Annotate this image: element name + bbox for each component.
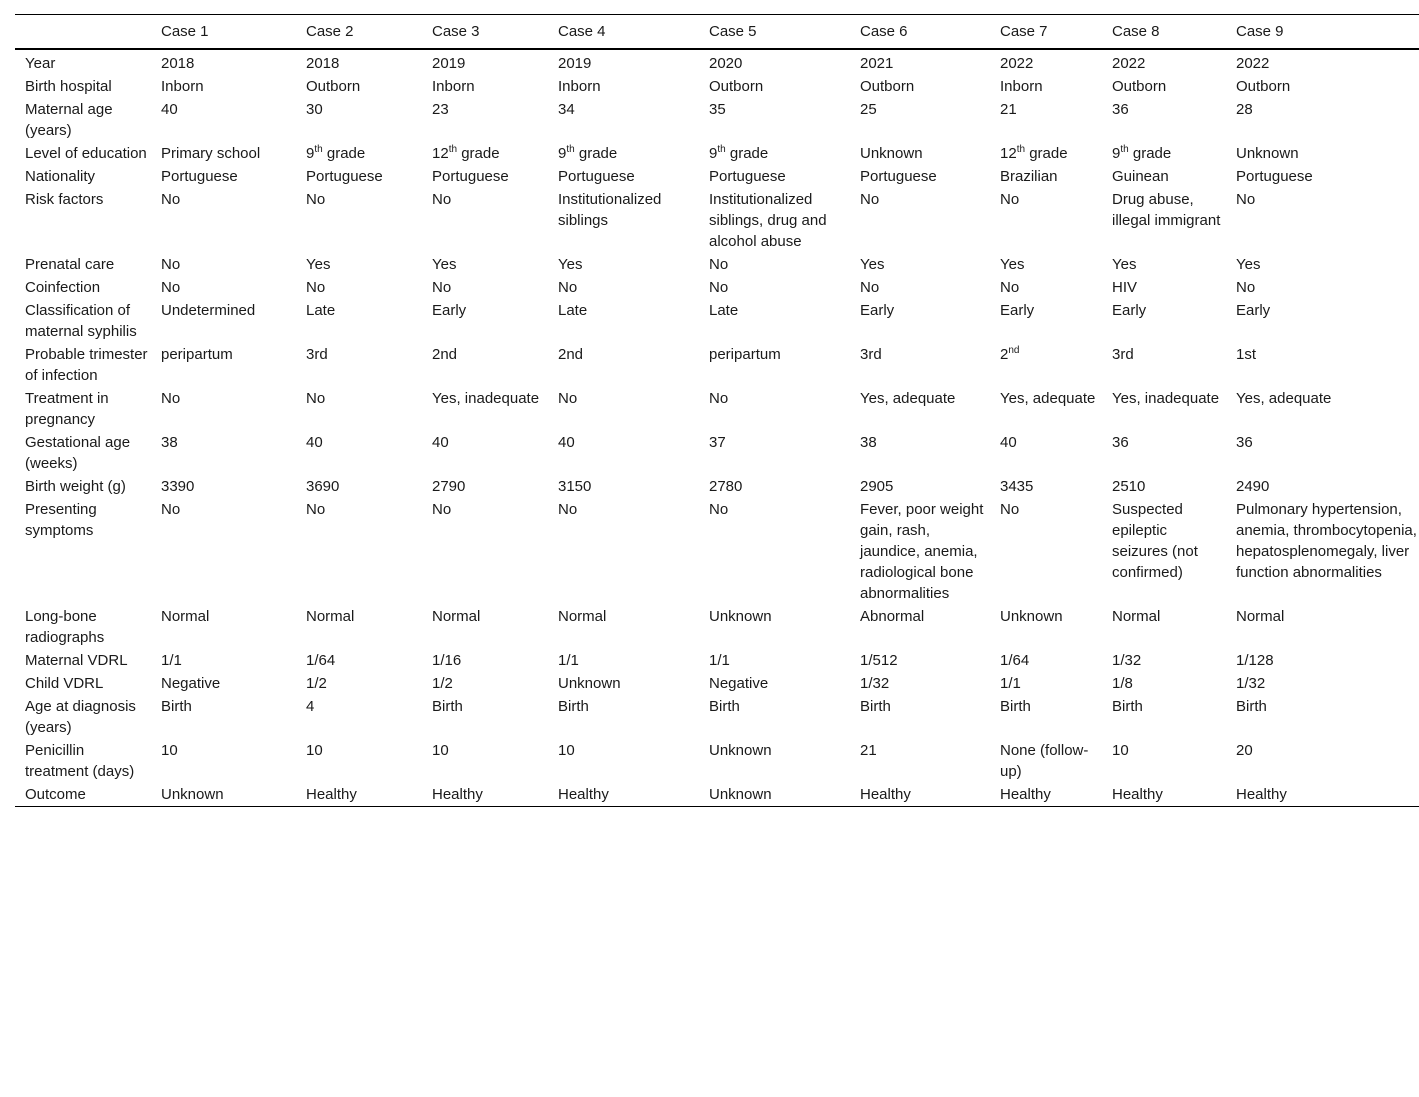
table-row <box>15 695 1419 739</box>
table-cell: Yes <box>306 256 331 273</box>
table-cell: Birth <box>432 698 463 715</box>
table-cell: peripartum <box>709 346 781 363</box>
table-cell: 1/16 <box>432 652 462 669</box>
row-label: Classification of maternal syphilis <box>25 302 137 340</box>
table-cell: Unknown <box>161 786 224 803</box>
table-cell: No <box>161 256 181 273</box>
table-row <box>15 649 1419 672</box>
table-cell: Suspected epileptic seizures (not confirmed) <box>1112 501 1198 581</box>
table-cell: Yes, inadequate <box>1112 390 1220 407</box>
table-cell: Outborn <box>860 78 915 95</box>
table-cell: Late <box>306 302 336 319</box>
table-header <box>15 15 1419 50</box>
table-row <box>15 605 1419 649</box>
table-cell: Undetermined <box>161 302 256 319</box>
table-cell: No <box>860 191 880 208</box>
table-cell: No <box>161 279 181 296</box>
table-cell: Healthy <box>1000 786 1051 803</box>
row-label: Presenting symptoms <box>25 501 97 539</box>
table-cell: Inborn <box>1000 78 1043 95</box>
row-label: Age at diagnosis (years) <box>25 698 136 736</box>
table-cell: 1/64 <box>306 652 336 669</box>
table-cell: No <box>432 279 452 296</box>
table-cell: Healthy <box>306 786 357 803</box>
table-cell: 1/1 <box>709 652 730 669</box>
table-cell: Healthy <box>1112 786 1163 803</box>
table-row <box>15 98 1419 142</box>
table-cell: Yes <box>1000 256 1025 273</box>
table-cell: Portuguese <box>1236 168 1313 185</box>
table-cell: Inborn <box>558 78 601 95</box>
row-label: Outcome <box>25 786 86 803</box>
table-cell: 1/1 <box>161 652 182 669</box>
table-cell: 4 <box>306 698 315 715</box>
table-body <box>15 49 1419 807</box>
table-cell: 1st <box>1236 346 1257 363</box>
table-cell: Birth <box>709 698 740 715</box>
table-cell: No <box>1000 191 1020 208</box>
column-header-case-6: Case 6 <box>860 23 908 40</box>
table-cell: Yes <box>432 256 457 273</box>
table-cell: Negative <box>709 675 769 692</box>
table-cell: Portuguese <box>558 168 635 185</box>
table-cell: 2018 <box>306 55 340 72</box>
column-header-case-3: Case 3 <box>432 23 480 40</box>
table-cell: Normal <box>1112 608 1161 625</box>
table-cell: Drug abuse, illegal immigrant <box>1112 191 1221 229</box>
table-cell: Unknown <box>709 742 772 759</box>
table-cell: 25 <box>860 101 877 118</box>
table-row <box>15 142 1419 165</box>
row-label: Year <box>25 55 56 72</box>
table-cell: No <box>1236 191 1256 208</box>
table-cell: Birth <box>558 698 589 715</box>
table-cell: 1/32 <box>1236 675 1266 692</box>
table-cell: 3rd <box>1112 346 1134 363</box>
table-cell: Unknown <box>1236 145 1299 162</box>
table-cell: 10 <box>306 742 323 759</box>
table-cell: No <box>432 191 452 208</box>
table-cell: Portuguese <box>306 168 383 185</box>
table-cell: 1/64 <box>1000 652 1030 669</box>
table-cell: 2018 <box>161 55 195 72</box>
table-cell: Yes <box>1236 256 1261 273</box>
table-cell: Healthy <box>432 786 483 803</box>
table-cell: 9th grade <box>306 144 366 162</box>
table-cell: 40 <box>161 101 178 118</box>
table-cell: No <box>709 279 729 296</box>
table-row <box>15 188 1419 253</box>
table-cell: Pulmonary hypertension, anemia, thrombocytopenia, hepatosplenomegaly, liver function abnormalities <box>1236 501 1417 581</box>
table-cell: 2nd <box>1000 345 1020 363</box>
table-cell: Abnormal <box>860 608 925 625</box>
row-label: Treatment in pregnancy <box>25 390 109 428</box>
table-cell: Healthy <box>860 786 911 803</box>
table-cell: Normal <box>161 608 210 625</box>
table-cell: 2nd <box>558 346 584 363</box>
column-header-blank <box>15 15 151 50</box>
table-cell: No <box>709 390 729 407</box>
table-cell: 36 <box>1112 434 1129 451</box>
row-label: Birth hospital <box>25 78 112 95</box>
column-header-case-1: Case 1 <box>161 23 209 40</box>
column-header-case-2: Case 2 <box>306 23 354 40</box>
table-cell: Brazilian <box>1000 168 1058 185</box>
table-cell: Birth <box>860 698 891 715</box>
table-cell: Outborn <box>709 78 764 95</box>
table-cell: peripartum <box>161 346 233 363</box>
table-cell: Early <box>1236 302 1271 319</box>
table-cell: 21 <box>860 742 877 759</box>
table-cell: No <box>558 279 578 296</box>
column-header-case-4: Case 4 <box>558 23 606 40</box>
table-container <box>15 14 1419 807</box>
table-cell: Late <box>558 302 588 319</box>
table-cell: No <box>558 390 578 407</box>
table-row <box>15 49 1419 75</box>
table-cell: 23 <box>432 101 449 118</box>
row-label: Level of education <box>25 145 147 162</box>
row-label: Prenatal care <box>25 256 115 273</box>
table-cell: Birth <box>1236 698 1267 715</box>
table-cell: 2022 <box>1112 55 1146 72</box>
table-cell: Portuguese <box>161 168 238 185</box>
table-cell: No <box>860 279 880 296</box>
column-header-case-8: Case 8 <box>1112 23 1160 40</box>
table-cell: 3rd <box>306 346 328 363</box>
row-label: Penicillin treatment (days) <box>25 742 135 780</box>
table-cell: 2019 <box>432 55 466 72</box>
table-cell: Unknown <box>709 786 772 803</box>
table-cell: 2nd <box>432 346 458 363</box>
table-cell: Inborn <box>432 78 475 95</box>
table-cell: 3rd <box>860 346 882 363</box>
table-cell: Early <box>1112 302 1147 319</box>
table-cell: Portuguese <box>860 168 937 185</box>
table-row <box>15 75 1419 98</box>
table-cell: 12th grade <box>1000 144 1068 162</box>
row-label: Probable trimester of infection <box>25 346 148 384</box>
table-cell: Primary school <box>161 145 261 162</box>
table-cell: Outborn <box>1112 78 1167 95</box>
row-label: Birth weight (g) <box>25 478 126 495</box>
table-cell: Unknown <box>860 145 923 162</box>
table-cell: Institutionalized siblings <box>558 191 662 229</box>
table-cell: 34 <box>558 101 575 118</box>
table-row <box>15 253 1419 276</box>
table-cell: Normal <box>306 608 355 625</box>
table-cell: Unknown <box>558 675 621 692</box>
table-cell: Healthy <box>1236 786 1287 803</box>
table-cell: 9th grade <box>558 144 618 162</box>
table-cell: 1/2 <box>306 675 327 692</box>
table-cell: 2021 <box>860 55 894 72</box>
table-cell: Yes <box>1112 256 1137 273</box>
table-cell: Yes <box>860 256 885 273</box>
table-cell: Outborn <box>306 78 361 95</box>
row-label: Maternal age (years) <box>25 101 113 139</box>
table-cell: Yes <box>558 256 583 273</box>
table-cell: No <box>306 390 326 407</box>
table-row <box>15 387 1419 431</box>
table-cell: Birth <box>1112 698 1143 715</box>
table-cell: 3435 <box>1000 478 1034 495</box>
table-cell: 2019 <box>558 55 592 72</box>
table-cell: Guinean <box>1112 168 1169 185</box>
table-cell: 38 <box>860 434 877 451</box>
table-row <box>15 276 1419 299</box>
table-cell: 10 <box>558 742 575 759</box>
table-cell: No <box>709 256 729 273</box>
table-cell: 36 <box>1236 434 1253 451</box>
table-cell: Normal <box>558 608 607 625</box>
table-cell: 38 <box>161 434 178 451</box>
column-header-case-9: Case 9 <box>1236 23 1284 40</box>
table-cell: Unknown <box>1000 608 1063 625</box>
table-cell: 1/1 <box>1000 675 1021 692</box>
table-cell: 1/8 <box>1112 675 1133 692</box>
table-cell: 40 <box>1000 434 1017 451</box>
table-cell: 35 <box>709 101 726 118</box>
table-cell: 3150 <box>558 478 592 495</box>
table-cell: 1/1 <box>558 652 579 669</box>
table-row <box>15 431 1419 475</box>
table-cell: 9th grade <box>1112 144 1172 162</box>
table-cell: HIV <box>1112 279 1138 296</box>
table-cell: No <box>1236 279 1256 296</box>
table-row <box>15 672 1419 695</box>
table-cell: 37 <box>709 434 726 451</box>
table-cell: Unknown <box>709 608 772 625</box>
table-cell: No <box>1000 501 1020 518</box>
table-cell: 2490 <box>1236 478 1270 495</box>
table-cell: No <box>306 191 326 208</box>
table-cell: Fever, poor weight gain, rash, jaundice, anemia, radiological bone abnormalities <box>860 501 984 602</box>
table-cell: Outborn <box>1236 78 1291 95</box>
table-cell: No <box>1000 279 1020 296</box>
row-label: Long-bone radiographs <box>25 608 105 646</box>
row-label: Coinfection <box>25 279 101 296</box>
table-cell: Birth <box>1000 698 1031 715</box>
table-row <box>15 739 1419 783</box>
table-cell: No <box>558 501 578 518</box>
table-cell: 10 <box>161 742 178 759</box>
table-cell: Yes, inadequate <box>432 390 540 407</box>
table-cell: No <box>709 501 729 518</box>
table-row <box>15 165 1419 188</box>
table-cell: 21 <box>1000 101 1017 118</box>
table-cell: 20 <box>1236 742 1253 759</box>
header-row <box>15 15 1419 50</box>
table-cell: 9th grade <box>709 144 769 162</box>
table-cell: 1/32 <box>860 675 890 692</box>
table-cell: 12th grade <box>432 144 500 162</box>
table-cell: 2905 <box>860 478 894 495</box>
table-cell: Early <box>860 302 895 319</box>
table-cell: 1/32 <box>1112 652 1142 669</box>
table-cell: 1/512 <box>860 652 898 669</box>
table-cell: 2020 <box>709 55 743 72</box>
row-label: Child VDRL <box>25 675 104 692</box>
row-label: Gestational age (weeks) <box>25 434 131 472</box>
table-cell: 40 <box>558 434 575 451</box>
table-row <box>15 299 1419 343</box>
table-cell: 28 <box>1236 101 1253 118</box>
table-cell: No <box>161 191 181 208</box>
table-row <box>15 475 1419 498</box>
row-label: Risk factors <box>25 191 104 208</box>
table-row <box>15 343 1419 387</box>
table-cell: Late <box>709 302 739 319</box>
table-row <box>15 498 1419 605</box>
table-cell: Normal <box>432 608 481 625</box>
table-cell: Early <box>1000 302 1035 319</box>
table-cell: Institutionalized siblings, drug and alcohol abuse <box>709 191 827 250</box>
column-header-case-7: Case 7 <box>1000 23 1048 40</box>
table-cell: 2022 <box>1236 55 1270 72</box>
row-label: Nationality <box>25 168 96 185</box>
row-label: Maternal VDRL <box>25 652 128 669</box>
table-cell: Normal <box>1236 608 1285 625</box>
table-cell: 30 <box>306 101 323 118</box>
table-row <box>15 783 1419 807</box>
table-cell: Negative <box>161 675 221 692</box>
table-cell: 40 <box>432 434 449 451</box>
table-cell: No <box>306 501 326 518</box>
table-cell: 10 <box>432 742 449 759</box>
table-cell: 3390 <box>161 478 195 495</box>
table-cell: 40 <box>306 434 323 451</box>
table-cell: Inborn <box>161 78 204 95</box>
table-cell: Yes, adequate <box>860 390 956 407</box>
table-cell: No <box>432 501 452 518</box>
table-cell: Yes, adequate <box>1000 390 1096 407</box>
table-cell: Yes, adequate <box>1236 390 1332 407</box>
table-cell: 2022 <box>1000 55 1034 72</box>
table-cell: 2790 <box>432 478 466 495</box>
table-cell: 2780 <box>709 478 743 495</box>
table-cell: 36 <box>1112 101 1129 118</box>
table-cell: 3690 <box>306 478 340 495</box>
table-cell: No <box>306 279 326 296</box>
table-cell: Portuguese <box>709 168 786 185</box>
column-header-case-5: Case 5 <box>709 23 757 40</box>
table-cell: 10 <box>1112 742 1129 759</box>
table-cell: No <box>161 501 181 518</box>
table-cell: 1/2 <box>432 675 453 692</box>
table-cell: None (follow-up) <box>1000 742 1089 780</box>
table-cell: Early <box>432 302 467 319</box>
table-cell: 2510 <box>1112 478 1146 495</box>
table-cell: Healthy <box>558 786 609 803</box>
table-cell: No <box>161 390 181 407</box>
case-table <box>15 14 1419 807</box>
table-cell: 1/128 <box>1236 652 1274 669</box>
table-cell: Portuguese <box>432 168 509 185</box>
table-cell: Birth <box>161 698 192 715</box>
